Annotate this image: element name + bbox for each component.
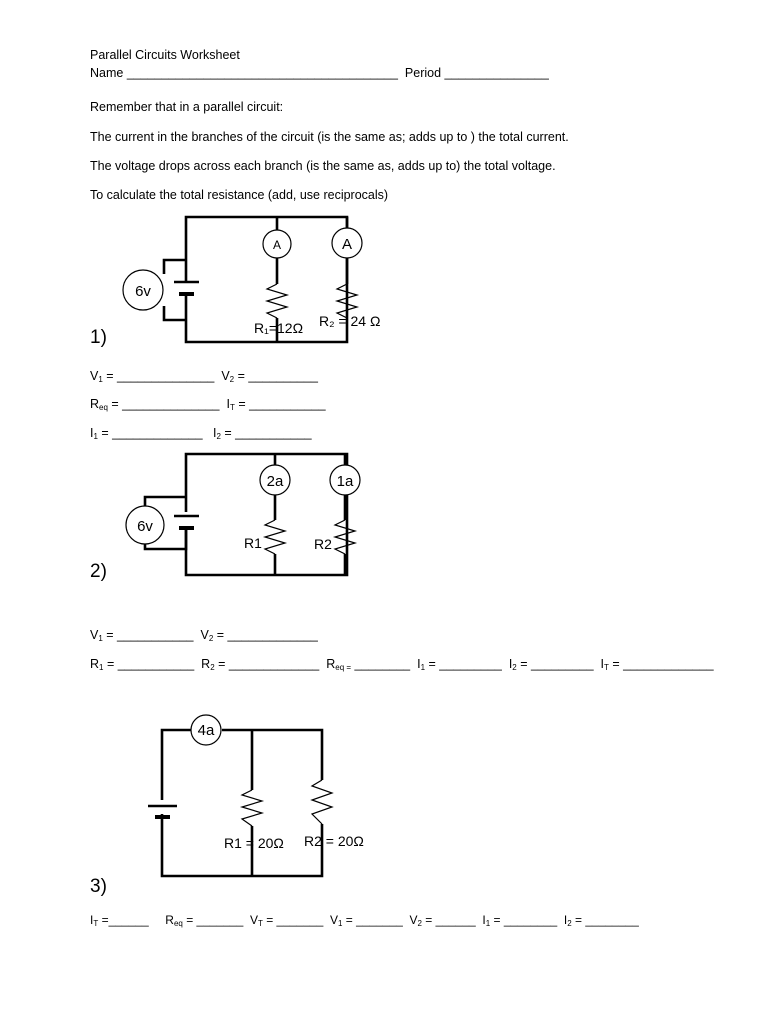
intro-resistance: To calculate the total resistance (add, use reciprocals) xyxy=(90,188,389,202)
circuit-3-r2-label: R2 = 20Ω xyxy=(304,833,364,849)
problem-2-line-1[interactable] xyxy=(90,628,318,643)
var-v: V xyxy=(90,369,99,383)
blank-req[interactable]: ________ xyxy=(351,657,411,671)
circuit-1-battery-label: 6v xyxy=(135,283,151,300)
circuit-2-ammeter-2-label: 1a xyxy=(336,473,354,490)
sub-1: 1 xyxy=(98,375,103,384)
circuit-1-ammeter-2-label: A xyxy=(341,236,353,253)
circuit-2-battery-lead-top xyxy=(145,497,186,508)
circuit-2-r2-label: R2 xyxy=(314,536,332,552)
circuit-1-ammeter-1-label: A xyxy=(272,238,282,252)
var-r: R xyxy=(90,657,100,671)
var-i: I xyxy=(482,913,486,927)
period-label: Period xyxy=(404,66,442,80)
sub-2: 2 xyxy=(208,634,214,643)
sub-t: T xyxy=(93,919,99,928)
var-v: V xyxy=(409,913,418,927)
var-i: I xyxy=(563,913,568,927)
circuit-3-r1-label: R1 = 20Ω xyxy=(224,835,284,851)
sub-1: 1 xyxy=(420,663,426,672)
problem-3-number: 3) xyxy=(90,876,107,897)
sub-eq: eq xyxy=(173,919,183,928)
sub-eq: eq xyxy=(99,403,108,412)
var-i: I xyxy=(212,426,217,440)
blank-v2[interactable]: = _____________ xyxy=(213,628,318,642)
var-r: R xyxy=(165,913,174,927)
circuit-1-resistor-1 xyxy=(267,284,287,318)
sub-2: 2 xyxy=(210,663,215,672)
circuit-2-battery-label: 6v xyxy=(137,518,153,535)
circuit-1-battery-lead-bottom xyxy=(164,306,186,320)
sub-2: 2 xyxy=(417,919,422,928)
circuit-2-r1-label: R1 xyxy=(244,535,262,551)
blank-i2[interactable]: = ________ xyxy=(571,913,639,927)
circuit-2-ammeter-1-label: 2a xyxy=(266,473,284,490)
blank-it[interactable]: = _____________ xyxy=(608,657,714,671)
blank-req[interactable]: = ______________ xyxy=(107,397,220,411)
blank-v1[interactable]: = ___________ xyxy=(102,628,194,642)
blank-it[interactable]: =______ xyxy=(98,913,149,927)
sub-2: 2 xyxy=(216,432,221,441)
problem-1-line-1[interactable] xyxy=(90,369,318,384)
circuit-2 xyxy=(126,454,360,575)
problem-1-number: 1) xyxy=(90,327,107,348)
circuit-3-resistor-1 xyxy=(242,790,262,826)
problem-3-line-1[interactable] xyxy=(90,913,639,928)
blank-r2[interactable]: = _____________ xyxy=(214,657,320,671)
sub-1: 1 xyxy=(99,663,104,672)
blank-i2[interactable]: = ___________ xyxy=(220,426,312,440)
sub-1: 1 xyxy=(93,432,98,441)
circuit-3-ammeter-label: 4a xyxy=(197,722,215,739)
blank-it[interactable]: = ___________ xyxy=(234,397,326,411)
period-blank[interactable]: _______________ xyxy=(444,66,549,80)
sub-1: 1 xyxy=(337,919,343,928)
blank-v1[interactable]: = ______________ xyxy=(102,369,215,383)
blank-i1[interactable]: = _________ xyxy=(425,657,502,671)
blank-r1[interactable]: = ___________ xyxy=(103,657,195,671)
circuit-1-battery-lead-top xyxy=(164,260,186,274)
blank-i1[interactable]: = ________ xyxy=(490,913,558,927)
sub-2: 2 xyxy=(512,663,517,672)
var-i: I xyxy=(508,657,513,671)
name-blank[interactable]: _______________________________________ xyxy=(126,66,398,80)
var-v: V xyxy=(221,369,230,383)
blank-i2[interactable]: = _________ xyxy=(516,657,594,671)
var-v: V xyxy=(90,628,99,642)
intro-current: The current in the branches of the circuit (is the same as; adds up to ) the total current. xyxy=(90,130,569,144)
circuit-2-resistor-2 xyxy=(335,520,355,554)
var-i: I xyxy=(417,657,421,671)
sub-1: 1 xyxy=(98,634,103,643)
problem-2-line-2[interactable] xyxy=(90,657,714,672)
var-r: R xyxy=(326,657,336,671)
var-v: V xyxy=(329,913,338,927)
circuit-1-r2-label: R₂ = 24 Ω xyxy=(319,313,381,329)
var-i: I xyxy=(90,426,94,440)
sub-eq: eq = xyxy=(335,663,352,672)
blank-i1[interactable]: = _____________ xyxy=(97,426,203,440)
name-label: Name xyxy=(90,66,124,80)
sub-2: 2 xyxy=(229,375,235,384)
var-v: V xyxy=(249,913,258,927)
problem-1-line-2[interactable] xyxy=(90,397,326,412)
problem-1-line-3[interactable] xyxy=(90,426,312,441)
worksheet-title: Parallel Circuits Worksheet xyxy=(90,48,240,62)
blank-vt[interactable]: = _______ xyxy=(262,913,324,927)
sub-t: T xyxy=(604,663,609,672)
sub-t: T xyxy=(257,919,263,928)
circuit-1-r1-label: R₁=12Ω xyxy=(254,320,304,336)
sub-1: 1 xyxy=(485,919,491,928)
sub-t: T xyxy=(229,403,235,412)
blank-v1[interactable]: = _______ xyxy=(342,913,403,927)
sub-2: 2 xyxy=(567,919,572,928)
var-i: I xyxy=(600,657,605,671)
circuit-3 xyxy=(148,715,364,876)
blank-v2[interactable]: = __________ xyxy=(234,369,318,383)
var-i: I xyxy=(90,913,94,927)
circuit-2-resistor-1 xyxy=(265,520,285,554)
intro-remember: Remember that in a parallel circuit: xyxy=(90,100,284,114)
var-v: V xyxy=(200,628,209,642)
var-r: R xyxy=(90,397,100,411)
blank-req[interactable]: = _______ xyxy=(182,913,244,927)
var-r: R xyxy=(201,657,211,671)
circuit-3-resistor-2 xyxy=(312,780,332,824)
intro-voltage: The voltage drops across each branch (is the same as, adds up to) the total voltage. xyxy=(90,159,556,173)
blank-v2[interactable]: = ______ xyxy=(421,913,476,927)
var-i: I xyxy=(226,397,230,411)
problem-2-number: 2) xyxy=(90,561,107,582)
circuit-1 xyxy=(123,217,380,342)
circuit-3-outer-wire xyxy=(162,730,322,876)
